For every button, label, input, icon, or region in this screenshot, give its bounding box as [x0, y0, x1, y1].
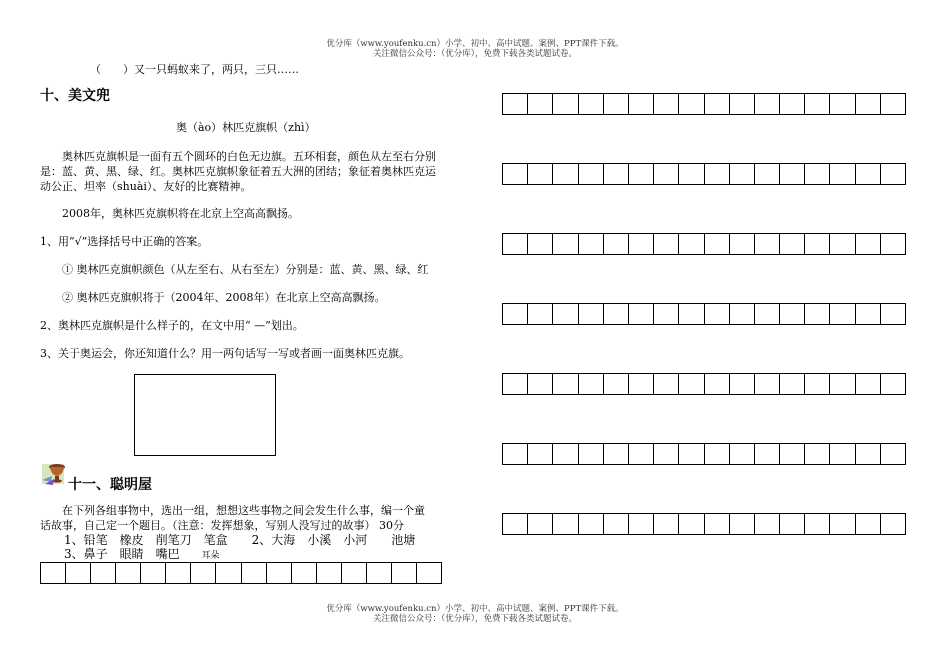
question-3: 3、关于奥运会，你还知道什么？用一两句话写一写或者画一面奥林匹克旗。 — [40, 347, 410, 360]
cup-clipart-icon — [40, 458, 68, 488]
article-paragraph-1 — [40, 149, 470, 194]
word-group-3-extra: 耳朵 — [201, 551, 220, 561]
section-11-title: 十一、聪明屋 — [68, 477, 152, 493]
writing-grid-row[interactable] — [502, 233, 906, 255]
question-1: 1、用“√”选择括号中正确的答案。 — [40, 235, 209, 248]
section-11-instructions — [40, 503, 470, 533]
writing-grid-row[interactable] — [502, 513, 906, 535]
writing-grid-row[interactable] — [502, 93, 906, 115]
footer-line-2: 关注微信公众号：（优分库），免费下载各类试题试卷。 — [372, 614, 577, 624]
word-group-line-2 — [64, 547, 219, 563]
writing-grid-row[interactable] — [502, 303, 906, 325]
header-line-2: 关注微信公众号：（优分库），免费下载各类试题试卷。 — [372, 49, 577, 59]
instructions-line-2: 话故事，自己定一个题目。（注意：发挥想象，写别人没写过的故事） 30分 — [40, 519, 404, 532]
writing-grid-row[interactable] — [502, 163, 906, 185]
header-line-1: 优分库（www.youfenku.cn）小学、初中、高中试题、案例、PPT课件下载。 — [326, 39, 624, 49]
section-10-title: 十、美文兜 — [40, 88, 110, 104]
top-sentence: （ ）又一只蚂蚁来了，两只，三只…… — [90, 63, 299, 76]
page-header — [0, 39, 950, 59]
drawing-box[interactable] — [134, 374, 276, 456]
writing-grid-row[interactable] — [502, 373, 906, 395]
question-1-option-a: ① 奥林匹克旗帜颜色（从左至右、从右至左）分别是：蓝、黄、黑、绿、红 — [62, 263, 429, 276]
paragraph-1-line-1: 奥林匹克旗帜是一面有五个圆环的白色无边旗。五环相套，颜色从左至右分别 — [62, 150, 436, 163]
question-1-option-b: ② 奥林匹克旗帜将于（2004年、2008年）在北京上空高高飘扬。 — [62, 291, 386, 304]
instructions-line-1: 在下列各组事物中，选出一组，想想这些事物之间会发生什么事，编一个童 — [62, 504, 425, 517]
word-group-3: 3、鼻子 眼睛 嘴巴 — [64, 547, 180, 561]
writing-grid-row[interactable] — [40, 562, 442, 584]
footer-line-1: 优分库（www.youfenku.cn）小学、初中、高中试题、案例、PPT课件下载。 — [326, 604, 624, 614]
writing-grid-row[interactable] — [502, 443, 906, 465]
paragraph-1-line-2: 是：蓝、黄、黑、绿、红。奥林匹克旗帜象征着五大洲的团结；象征着奥林匹克运 — [40, 165, 436, 178]
page-footer — [0, 604, 950, 624]
article-paragraph-2: 2008年，奥林匹克旗帜将在北京上空高高飘扬。 — [62, 207, 299, 220]
article-title: 奥（ào）林匹克旗帜（zhì） — [176, 121, 316, 134]
word-group-line-1: 1、铅笔 橡皮 削笔刀 笔盒 2、大海 小溪 小河 池塘 — [64, 533, 416, 547]
question-2: 2、奥林匹克旗帜是什么样子的，在文中用“ —”划出。 — [40, 319, 304, 332]
paragraph-1-line-3: 动公正、坦率（shuài）、友好的比赛精神。 — [40, 180, 252, 193]
